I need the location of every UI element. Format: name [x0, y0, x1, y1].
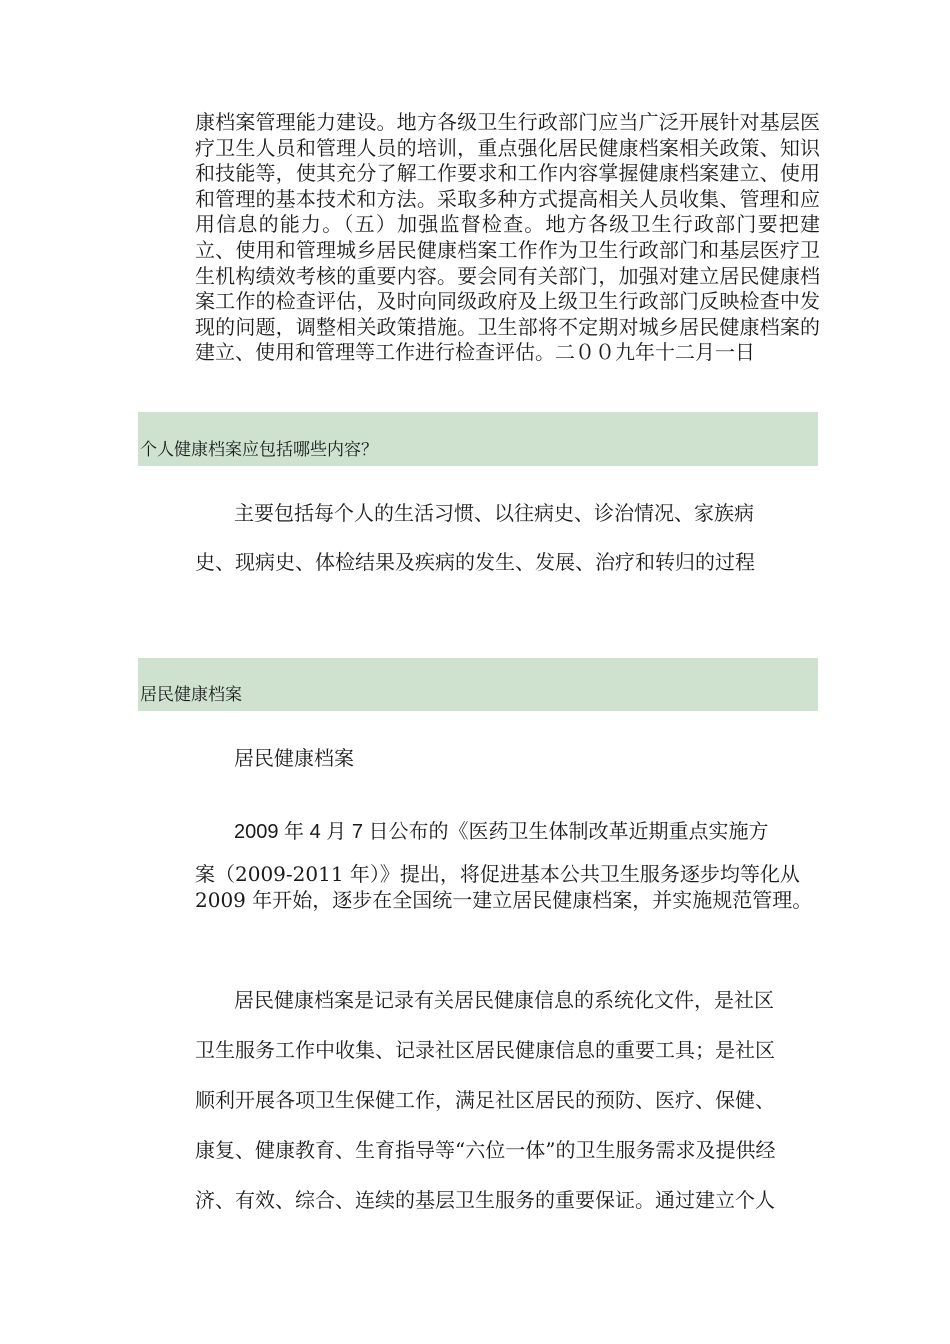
section-header-resident-record [138, 658, 818, 711]
section2-paragraph2-line: 康复、健康教育、生育指导等“六位一体”的卫生服务需求及提供经 [195, 1138, 776, 1162]
section-header-personal-record [138, 412, 818, 466]
section1-text-line: 主要包括每个人的生活习惯、以往病史、诊治情况、家族病 [234, 501, 754, 525]
section2-paragraph2-line: 卫生服务工作中收集、记录社区居民健康信息的重要工具；是社区 [195, 1038, 775, 1062]
section2-paragraph1-line: 2009 年 4 月 7 日公布的《医药卫生体制改革近期重点实施方 [234, 821, 769, 843]
intro-paragraph: 康档案管理能力建设。地方各级卫生行政部门应当广泛开展针对基层医疗卫生人员和管理人员的培训，重点强化居民健康档案相关政策、知识和技能等，使其充分了解工作要求和工作内容掌握健康档案建立、使用和管理的基本技术和方法。采取多种方式提高相关人员收集、管理和应用信息的能力。（五）加强监督检查。地方各级卫生行政部门要把建立、使用和管理城乡居民健康档案工作作为卫生行政部门和基层医疗卫生机构绩效考核的重要内容。要会同有关部门，加强对建立居民健康档案工作的检查评估，及时向同级政府及上级卫生行政部门反映检查中发现的问题，调整相关政策措施。卫生部将不定期对城乡居民健康档案的建立、使用和管理等工作进行检查评估。二００九年十二月一日 [195, 110, 820, 365]
section-title: 居民健康档案 [140, 685, 242, 705]
section-title: 个人健康档案应包括哪些内容？ [140, 440, 378, 460]
section2-paragraph2-line: 顺利开展各项卫生保健工作，满足社区居民的预防、医疗、保健、 [195, 1088, 775, 1112]
section1-text-line: 史、现病史、体检结果及疾病的发生、发展、治疗和转归的过程 [195, 550, 755, 574]
section2-paragraph1-rest: 案（2009-2011 年）》提出，将促进基本公共卫生服务逐步均等化从 2009 年开始，逐步在全国统一建立居民健康档案，并实施规范管理。 [195, 862, 813, 912]
section2-paragraph2-line: 居民健康档案是记录有关居民健康信息的系统化文件，是社区 [234, 988, 774, 1012]
section2-paragraph2-line: 济、有效、综合、连续的基层卫生服务的重要保证。通过建立个人 [195, 1188, 775, 1212]
section2-subtitle: 居民健康档案 [234, 746, 354, 770]
